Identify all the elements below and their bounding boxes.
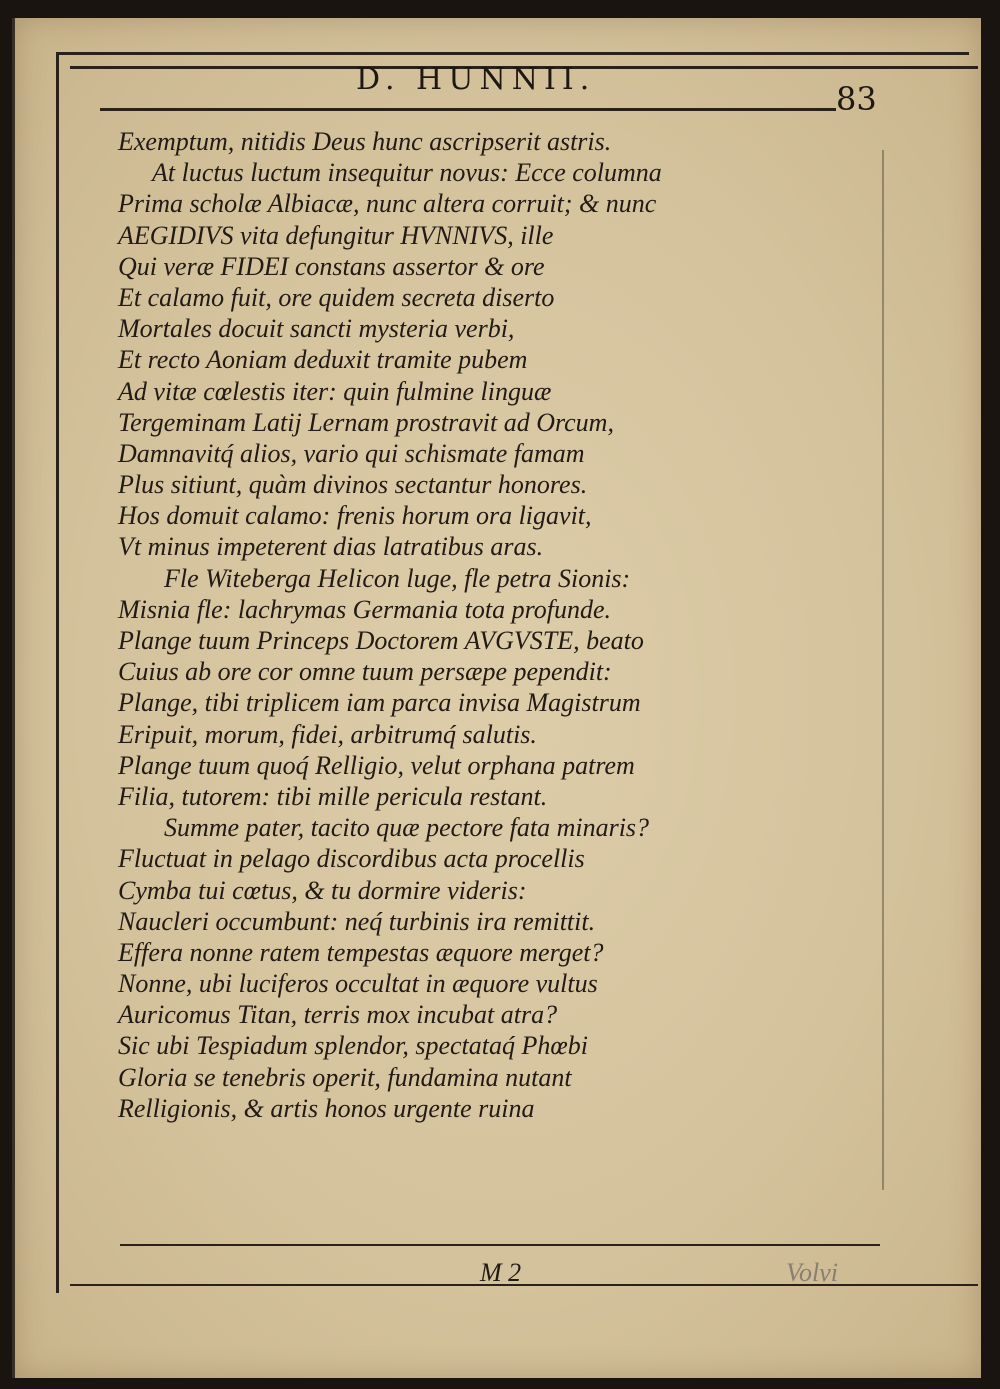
verse-line: Summe pater, tacito quæ pectore fata minaris? — [164, 813, 650, 843]
verse-line: Exemptum, nitidis Deus hunc ascripserit astris. — [118, 127, 612, 156]
verse-line: At luctus luctum insequitur novus: Ecce columna — [152, 158, 662, 188]
verse-line: Et calamo fuit, ore quidem secreta diserto — [118, 282, 555, 312]
verse-line: Mortales docuit sancti mysteria verbi, — [118, 314, 515, 344]
verse-text — [118, 126, 838, 1124]
catchword: Volvi — [786, 1258, 838, 1287]
verse-line: Gloria se tenebris operit, fundamina nutant — [118, 1062, 572, 1092]
verse-line: Naucleri occumbunt: neq́ turbinis ira remittit. — [118, 906, 596, 936]
running-head: D. HUNNII. — [356, 62, 596, 97]
verse-line: Effera nonne ratem tempestas æquore merget? — [118, 937, 604, 967]
page-number: 83 — [836, 80, 877, 118]
verse-line: Relligionis, & artis honos urgente ruina — [118, 1093, 535, 1123]
verse-line: Damnavitq́ alios, vario qui schismate famam — [118, 438, 585, 468]
verse-line: Ad vitæ cœlestis iter: quin fulmine linguæ — [118, 376, 552, 406]
verse-line: Filia, tutorem: tibi mille pericula restant. — [118, 781, 548, 811]
verse-line: Hos domuit calamo: frenis horum ora ligavit, — [118, 501, 592, 531]
page-footer — [56, 1240, 966, 1300]
verse-line: Prima scholæ Albiacæ, nunc altera corruit; & nunc — [118, 189, 657, 219]
signature-mark: M 2 — [480, 1258, 522, 1287]
verse-line: Plange, tibi triplicem iam parca invisa Magistrum — [118, 688, 641, 718]
verse-line: Auricomus Titan, terris mox incubat atra? — [118, 1000, 558, 1030]
page-header — [56, 60, 966, 118]
verse-line: Misnia fle: lachrymas Germania tota profunde. — [118, 594, 611, 624]
verse-line: Fluctuat in pelago discordibus acta procellis — [118, 844, 585, 874]
verse-line: Et recto Aoniam deduxit tramite pubem — [118, 345, 528, 375]
verse-line: Plus sitiunt, quàm divinos sectantur honores. — [118, 470, 588, 500]
verse-line: Plange tuum Princeps Doctorem AVGVSTE, beato — [118, 626, 644, 655]
verse-line: Qui veræ FIDEI constans assertor & ore — [118, 251, 545, 281]
verse-line: Sic ubi Tespiadum splendor, spectataq́ Phœbi — [118, 1031, 588, 1061]
verse-line: Plange tuum quoq́ Relligio, velut orphana patrem — [118, 750, 635, 780]
verse-line: Tergeminam Latij Lernam prostravit ad Orcum, — [118, 407, 614, 437]
verse-line: Vt minus impeterent dias latratibus aras. — [118, 532, 544, 562]
verse-line: Cuius ab ore cor omne tuum persæpe pependit: — [118, 657, 612, 687]
verse-line: Fle Witeberga Helicon luge, fle petra Sionis: — [164, 563, 631, 593]
verse-line: Eripuit, morum, fidei, arbitrumq́ salutis. — [118, 719, 537, 749]
verse-line: Nonne, ubi luciferos occultat in æquore vultus — [118, 969, 598, 999]
verse-line: Cymba tui cœtus, & tu dormire videris: — [118, 875, 527, 905]
header-rule — [100, 108, 836, 111]
verse-line: AEGIDIVS vita defungitur HVNNIVS, ille — [118, 220, 554, 250]
margin-line — [882, 150, 884, 1190]
